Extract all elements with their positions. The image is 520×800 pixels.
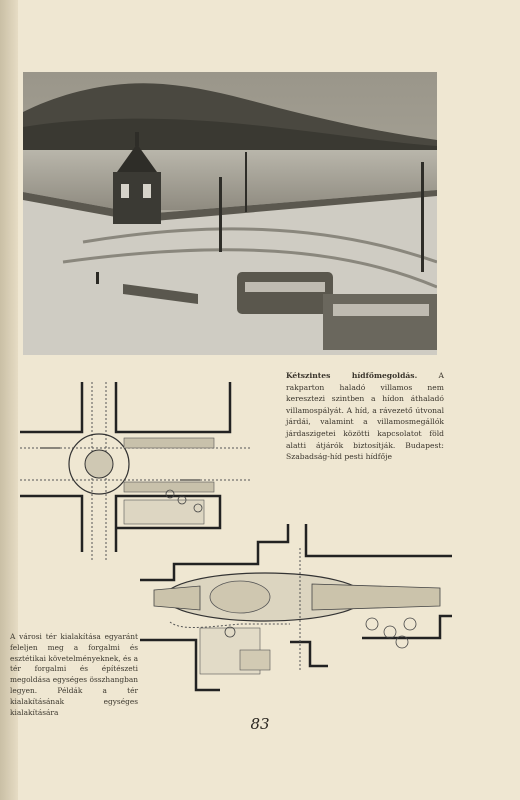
page-number: 83 xyxy=(250,715,270,733)
photo-caption xyxy=(286,370,444,463)
island-plan-drawing xyxy=(140,520,452,705)
side-note: A városi tér kialakítása egyaránt feleljen meg a forgalmi és esztétikai követelményeknek, és a tér forgalmi és építészeti megoldása egységes összhangban legyen. Példák a tér kialakításának egységes kialakítására xyxy=(10,632,138,717)
island-plan xyxy=(140,520,452,705)
bridgehead-photo-drawing xyxy=(23,72,437,355)
caption-body: A rakparton haladó villamos nem keresztezi szintben a hídon áthaladó villamospályát. A híd, a rávezető útvonal járdái, valamint a villamosmegállók járdaszigetei közötti kapcsolatot föld alatti átjárók biztosítják. Budapest: Szabadság-híd pesti hídfője xyxy=(286,371,444,462)
caption-lead: Kétszintes hídfőmegoldás. xyxy=(286,371,418,380)
bridgehead-photo xyxy=(23,72,437,355)
